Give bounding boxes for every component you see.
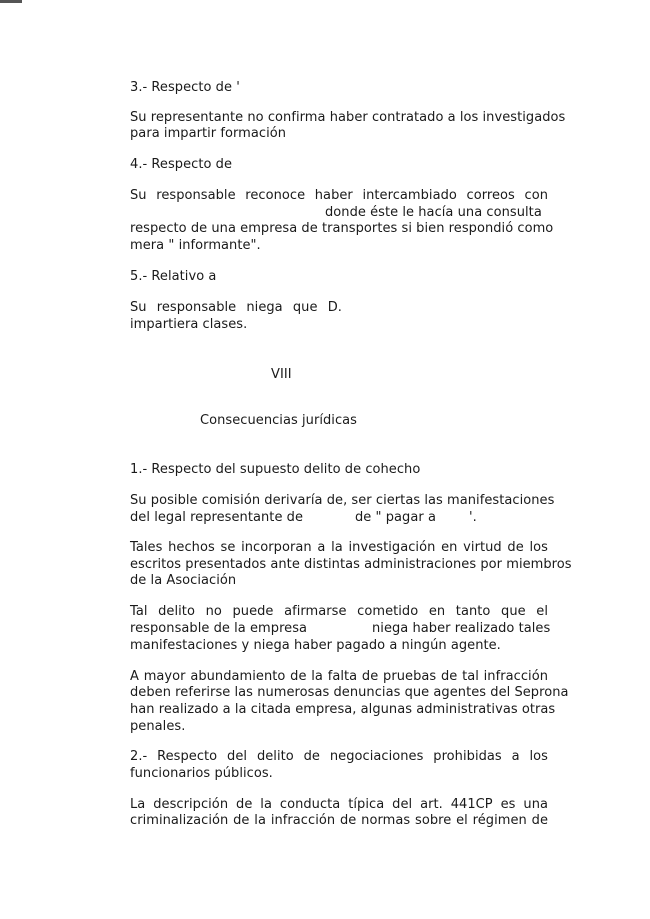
section-3-text-line-1: Su representante no confirma haber contratado a los investigados	[130, 110, 566, 125]
section-number-viii: VIII	[271, 367, 292, 382]
consequence-1-heading: 1.- Respecto del supuesto delito de cohecho	[130, 462, 421, 477]
section-title: Consecuencias jurídicas	[200, 413, 358, 428]
consequence-1-p1-line-2a: del legal representante de	[130, 510, 304, 525]
consequence-1-p1-line-2b: de " pagar a	[355, 510, 436, 525]
consequence-1-p3-line-2b: niega haber realizado tales	[372, 621, 551, 636]
section-5-text-line-1: Su responsable niega que D.	[130, 300, 342, 315]
consequence-1-p4-line-2: deben referirse las numerosas denuncias que agentes del Seprona	[130, 685, 569, 700]
section-4-text-line-2: donde éste le hacía una consulta	[325, 205, 542, 220]
section-4-heading: 4.- Respecto de	[130, 157, 233, 172]
consequence-1-p2-line-2: escritos presentados ante distintas administraciones por miembros	[130, 557, 572, 572]
consequence-1-p4-line-3: han realizado a la citada empresa, algunas administrativas otras	[130, 702, 556, 717]
section-3-heading: 3.- Respecto de '	[130, 80, 240, 95]
consequence-1-p3-line-1: Tal delito no puede afirmarse cometido en tanto que el	[130, 604, 548, 619]
consequence-1-p4-line-1: A mayor abundamiento de la falta de pruebas de tal infracción	[130, 669, 548, 684]
consequence-1-p1-line-2c: '.	[469, 510, 477, 525]
consequence-1-p3-line-3: manifestaciones y niega haber pagado a ningún agente.	[130, 638, 501, 653]
consequence-1-p2-line-3: de la Asociación	[130, 573, 237, 588]
consequence-2-p1-line-1: La descripción de la conducta típica del art. 441CP es una	[130, 797, 548, 812]
consequence-1-p4-line-4: penales.	[130, 719, 186, 734]
consequence-1-p2-line-1: Tales hechos se incorporan a la investigación en virtud de los	[130, 540, 548, 555]
section-3-text-line-2: para impartir formación	[130, 126, 287, 141]
section-4-text-line-4: mera " informante".	[130, 238, 261, 253]
section-5-heading: 5.- Relativo a	[130, 269, 217, 284]
section-4-text-line-3: respecto de una empresa de transportes si bien respondió como	[130, 221, 554, 236]
consequence-2-heading-line-2: funcionarios públicos.	[130, 766, 273, 781]
consequence-2-p1-line-2: criminalización de la infracción de normas sobre el régimen de	[130, 813, 548, 828]
section-5-text-line-2: impartiera clases.	[130, 317, 248, 332]
consequence-2-heading-line-1: 2.- Respecto del delito de negociaciones prohibidas a los	[130, 749, 548, 764]
consequence-1-p1-line-1: Su posible comisión derivaría de, ser ciertas las manifestaciones	[130, 493, 555, 508]
consequence-1-p3-line-2a: responsable de la empresa	[130, 621, 308, 636]
section-4-text-line-1: Su responsable reconoce haber intercambiado correos con	[130, 188, 548, 203]
